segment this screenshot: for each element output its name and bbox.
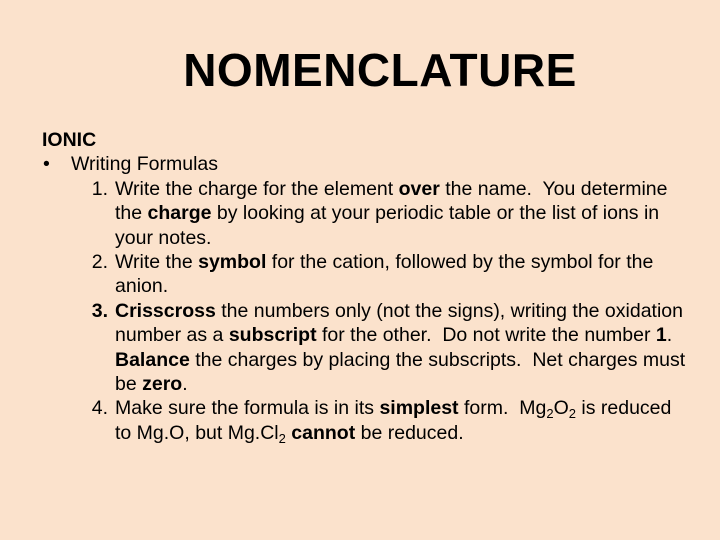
steps-list — [42, 177, 692, 445]
step-number: 4. — [91, 397, 108, 420]
bullet-item — [42, 152, 692, 176]
step-item — [73, 396, 692, 445]
step-number: 3. — [91, 299, 108, 322]
section-heading: IONIC — [42, 129, 97, 151]
emphasized-text: over — [398, 177, 440, 200]
bullet-icon: • — [43, 153, 50, 176]
text-run: the numbers only (not the signs), writing the oxidation number as a — [115, 299, 689, 347]
text-run: Write the charge for the element — [115, 177, 399, 200]
emphasized-text: symbol — [198, 251, 267, 274]
subscript: 2 — [546, 406, 554, 422]
slide-body — [42, 128, 692, 445]
step-item — [73, 250, 692, 299]
emphasized-text: simplest — [379, 397, 459, 420]
text-run: Make sure the formula is in its — [115, 397, 380, 420]
text-run: . — [666, 324, 683, 347]
emphasized-text: subscript — [228, 324, 317, 347]
emphasized-text: charge — [147, 202, 212, 225]
text-run: O — [553, 397, 569, 420]
bullet-label: Writing Formulas — [71, 153, 219, 176]
emphasized-text: cannot — [291, 421, 356, 444]
subscript: 2 — [278, 430, 286, 446]
text-run: Write the — [115, 251, 199, 274]
text-run: for the other. Do not write the number — [316, 324, 656, 347]
text-run: the charges by placing the subscripts. Net charges must be — [115, 348, 691, 396]
step-item — [73, 177, 692, 250]
step-text — [115, 250, 692, 299]
emphasized-text: 1 — [655, 324, 667, 347]
subscript: 2 — [568, 406, 576, 422]
text-run: by looking at your periodic table or the list of ions in your notes. — [115, 202, 665, 249]
step-text — [115, 396, 692, 445]
step-number: 2. — [91, 251, 108, 274]
step-text — [115, 299, 692, 397]
emphasized-text: Crisscross — [115, 299, 216, 322]
emphasized-text: zero — [142, 373, 183, 396]
text-run: . — [182, 373, 188, 396]
text-run: for the cation, followed by the symbol for the anion. — [115, 251, 659, 298]
step-item — [73, 299, 692, 397]
emphasized-text: Balance — [115, 348, 190, 371]
slide-title: NOMENCLATURE — [183, 44, 577, 96]
step-text — [115, 177, 692, 250]
step-number: 1. — [91, 177, 108, 200]
text-run: the name. You determine the — [115, 177, 673, 225]
text-run: is reduced to Mg.O, but Mg.Cl — [115, 397, 677, 444]
text-run: be reduced. — [355, 421, 464, 444]
text-run: form. Mg — [458, 397, 547, 420]
